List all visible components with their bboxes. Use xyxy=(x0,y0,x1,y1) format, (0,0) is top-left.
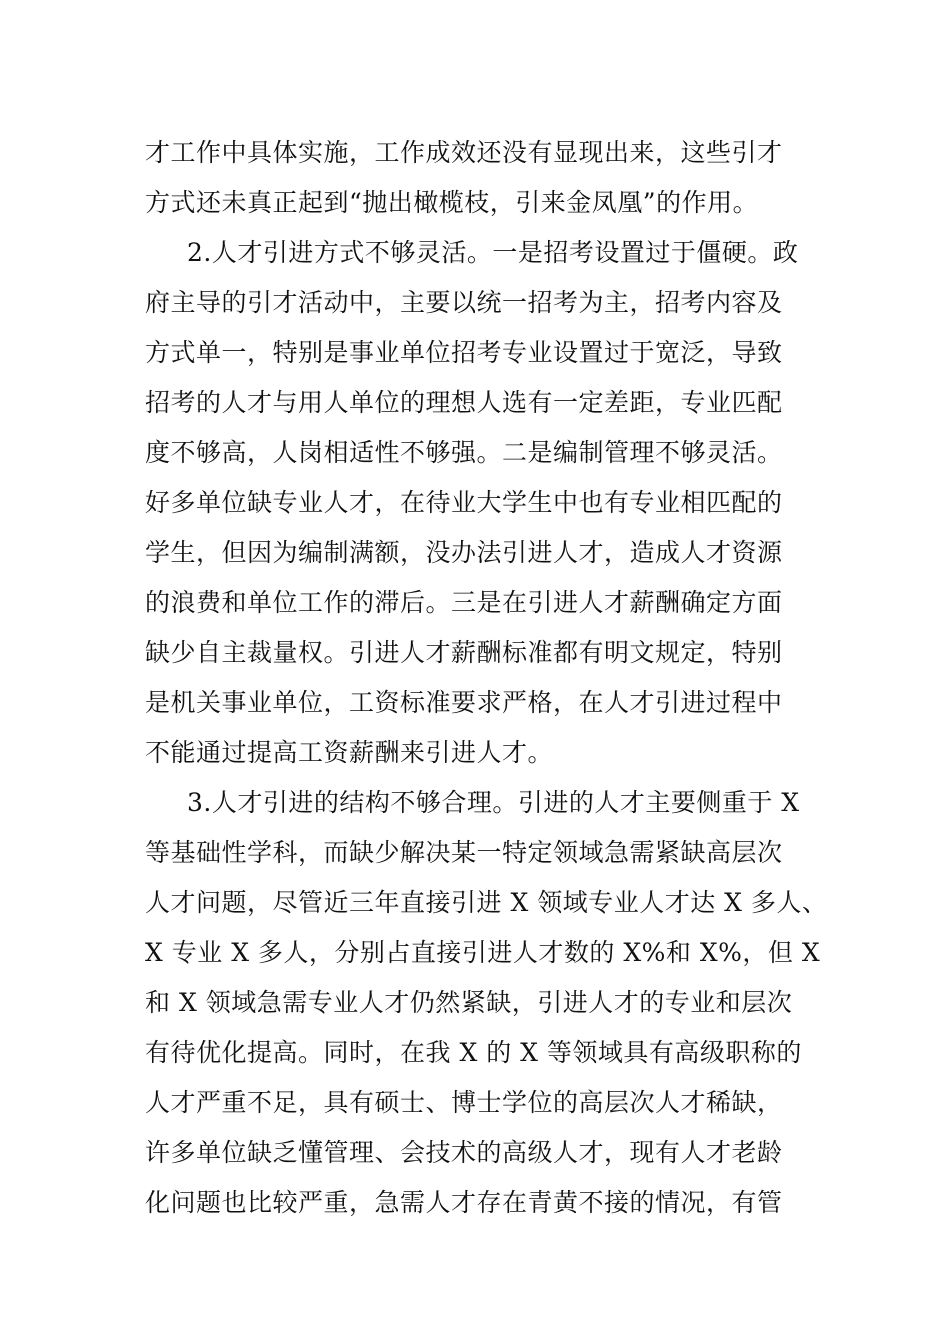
body-text xyxy=(145,128,835,1228)
text-line: 不能通过提高工资薪酬来引进人才。 xyxy=(145,738,554,767)
text-line: 方式单一，特别是事业单位招考专业设置过于宽泛，导致 xyxy=(145,338,783,367)
text-line: 有待优化提高。同时，在我 X 的 X 等领域具有高级职称的 xyxy=(145,1038,802,1067)
text-line: X 专业 X 多人，分别占直接引进人才数的 X%和 X%，但 X xyxy=(145,938,821,967)
text-line: 的浪费和单位工作的滞后。三是在引进人才薪酬确定方面 xyxy=(145,588,783,617)
text-line: 学生，但因为编制满额，没办法引进人才，造成人才资源 xyxy=(145,538,783,567)
text-line: 人才严重不足，具有硕士、博士学位的高层次人才稀缺， xyxy=(145,1088,783,1117)
text-line: 等基础性学科，而缺少解决某一特定领域急需紧缺高层次 xyxy=(145,838,783,867)
text-line: 是机关事业单位，工资标准要求严格，在人才引进过程中 xyxy=(145,688,783,717)
text-line: 招考的人才与用人单位的理想人选有一定差距，专业匹配 xyxy=(145,388,783,417)
text-line: 好多单位缺专业人才，在待业大学生中也有专业相匹配的 xyxy=(145,488,783,517)
text-line: 缺少自主裁量权。引进人才薪酬标准都有明文规定，特别 xyxy=(145,638,783,667)
paragraph-start-line: 3.人才引进的结构不够合理。引进的人才主要侧重于 X xyxy=(187,788,800,817)
text-line: 人才问题，尽管近三年直接引进 X 领域专业人才达 X 多人、 xyxy=(145,888,828,917)
paragraph-start-line: 2.人才引进方式不够灵活。一是招考设置过于僵硬。政 xyxy=(187,238,799,267)
text-line: 方式还未真正起到“抛出橄榄枝，引来金凤凰”的作用。 xyxy=(145,188,759,217)
text-line: 化问题也比较严重，急需人才存在青黄不接的情况，有管 xyxy=(145,1188,783,1217)
text-line: 度不够高，人岗相适性不够强。二是编制管理不够灵活。 xyxy=(145,438,783,467)
text-line: 府主导的引才活动中，主要以统一招考为主，招考内容及 xyxy=(145,288,783,317)
text-line: 和 X 领域急需专业人才仍然紧缺，引进人才的专业和层次 xyxy=(145,988,793,1017)
text-line: 许多单位缺乏懂管理、会技术的高级人才，现有人才老龄 xyxy=(145,1138,783,1167)
text-line: 才工作中具体实施，工作成效还没有显现出来，这些引才 xyxy=(145,138,783,167)
